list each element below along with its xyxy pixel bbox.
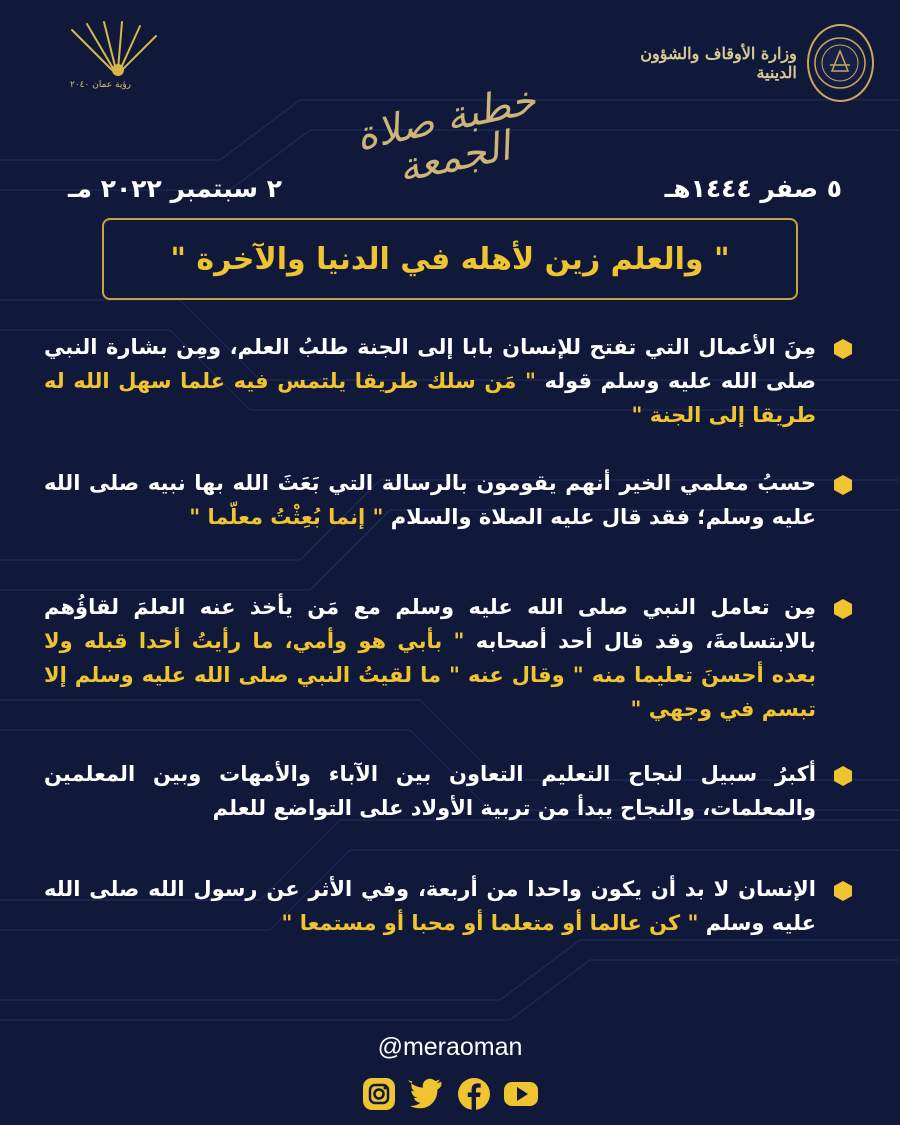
social-handle[interactable]: @meraoman — [377, 1033, 523, 1061]
point-text — [44, 590, 816, 726]
point-text — [44, 466, 816, 534]
ministry-name: وزارة الأوقاف والشؤون الدينية — [640, 43, 797, 82]
point-body: الإنسان لا بد أن يكون واحدا من أربعة، وفي الأثر عن رسول الله صلى الله عليه وسلم — [44, 877, 816, 935]
point-quote: " مَن سلك طريقا يلتمس فيه علما سهل الله له طريقا إلى الجنة " — [44, 369, 816, 427]
point-text — [44, 330, 816, 432]
vision-burst-icon — [52, 20, 172, 80]
point-4 — [44, 757, 854, 825]
gregorian-date: ٢ سبتمبر ٢٠٢٢ مـ — [68, 174, 282, 203]
point-1 — [44, 330, 854, 432]
point-5 — [44, 872, 854, 940]
social-icons — [360, 1074, 540, 1114]
hexagon-bullet-icon — [832, 880, 854, 902]
point-quote: " بأبي هو وأمي، ما رأيتُ أحدا قبله ولا بعده أحسنَ تعليما منه " وقال عنه " ما لقيتُ النبي صلى الله عليه وسلم إلا تبسم في وجهي " — [44, 629, 816, 721]
youtube-icon[interactable] — [502, 1075, 540, 1113]
point-2 — [44, 466, 854, 534]
headline-box — [102, 218, 798, 300]
point-body: حسبُ معلمي الخير أنهم يقومون بالرسالة التي بَعَثَ الله بها نبيه صلى الله عليه وسلم؛ فقد قال عليه الصلاة والسلام — [44, 471, 816, 529]
ministry-logo — [624, 22, 874, 104]
headline: " والعلم زين لأهله في الدنيا والآخرة " — [170, 241, 730, 277]
point-body: أكبرُ سبيل لنجاح التعليم التعاون بين الآباء والأمهات وبين المعلمين والمعلمات، والنجاح يبدأ من تربية الأولاد على التواضع للعلم — [44, 762, 816, 820]
hexagon-bullet-icon — [832, 474, 854, 496]
instagram-icon[interactable] — [360, 1075, 398, 1113]
vision-logo — [52, 20, 172, 100]
ministry-seal-icon — [807, 24, 874, 102]
point-text — [44, 757, 816, 825]
point-3 — [44, 590, 854, 726]
friday-sermon-title: خطبة صلاة الجمعة — [351, 76, 540, 192]
twitter-icon[interactable] — [407, 1075, 445, 1113]
point-body: مِن تعامل النبي صلى الله عليه وسلم مع مَن يأخذ عنه العلمَ لقاؤُهم بالابتسامةَ، وقد قال أحد أصحابه — [44, 595, 817, 653]
hexagon-bullet-icon — [832, 338, 854, 360]
hexagon-bullet-icon — [832, 765, 854, 787]
hijri-date: ٥ صفر ١٤٤٤هـ — [664, 174, 842, 203]
hexagon-bullet-icon — [832, 598, 854, 620]
point-quote: " إنما بُعِثْتُ معلّما " — [189, 505, 384, 529]
point-body: مِنَ الأعمال التي تفتح للإنسان بابا إلى الجنة طلبُ العلم، ومِن بشارة النبي صلى الله عليه وسلم قوله — [44, 335, 816, 393]
point-text — [44, 872, 816, 940]
vision-text: رؤية عمان ٢٠٤٠ — [70, 80, 132, 90]
point-quote: " كن عالما أو متعلما أو محبا أو مستمعا " — [281, 911, 699, 935]
facebook-icon[interactable] — [455, 1075, 493, 1113]
